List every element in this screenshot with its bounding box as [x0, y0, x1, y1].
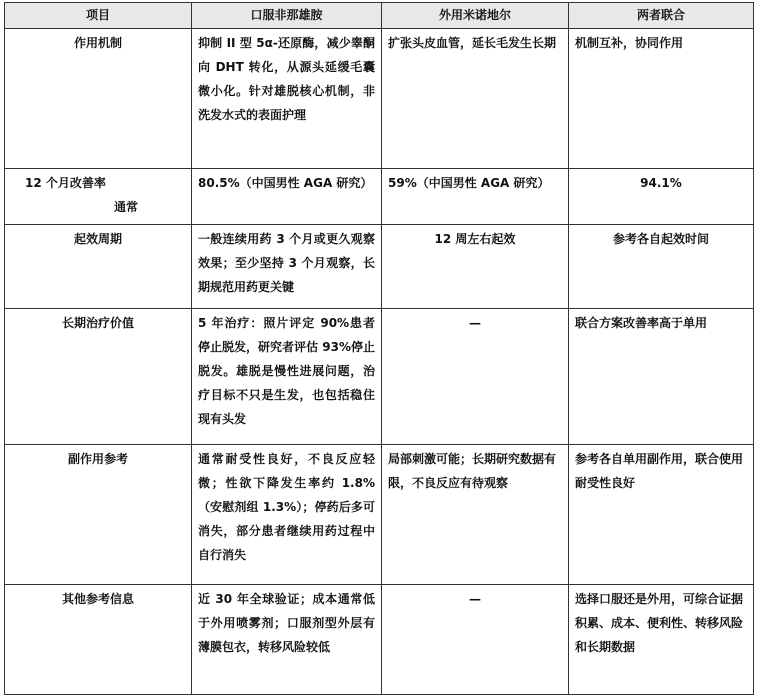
row-label-onset-period: 起效周期 [5, 225, 192, 309]
cell-oral-side-effects: 通常耐受性良好，不良反应轻微；性欲下降发生率约 1.8%（安慰剂组 1.3%）；停药后多可消失，部分患者继续用药过程中自行消失 [192, 445, 382, 585]
cell-combined-long-term-value: 联合方案改善率高于单用 [569, 309, 754, 445]
header-item: 项目 [5, 3, 192, 29]
cell-topical-long-term-value: — [382, 309, 569, 445]
table-row [5, 225, 754, 309]
cell-oral-mechanism: 抑制 II 型 5α-还原酶，减少睾酮向 DHT 转化，从源头延缓毛囊微小化。针对雄脱核心机制，非洗发水式的表面护理 [192, 29, 382, 169]
row-label-improvement-rate-main: 12 个月改善率 [25, 176, 106, 190]
comparison-table [4, 2, 754, 695]
cell-combined-improvement-rate: 94.1% [569, 169, 754, 225]
table-row [5, 169, 754, 225]
row-label-side-effects: 副作用参考 [5, 445, 192, 585]
cell-topical-improvement-rate: 59%（中国男性 AGA 研究） [382, 169, 569, 225]
cell-topical-other-info: — [382, 585, 569, 695]
row-label-improvement-rate-sub: 通常 [113, 200, 138, 214]
cell-combined-side-effects: 参考各自单用副作用，联合使用耐受性良好 [569, 445, 754, 585]
row-label-mechanism: 作用机制 [5, 29, 192, 169]
cell-combined-onset-period: 参考各自起效时间 [569, 225, 754, 309]
cell-topical-mechanism: 扩张头皮血管，延长毛发生长期 [382, 29, 569, 169]
cell-oral-onset-period: 一般连续用药 3 个月或更久观察效果；至少坚持 3 个月观察，长期规范用药更关键 [192, 225, 382, 309]
header-combined: 两者联合 [569, 3, 754, 29]
cell-combined-mechanism: 机制互补，协同作用 [569, 29, 754, 169]
cell-oral-improvement-rate: 80.5%（中国男性 AGA 研究） [192, 169, 382, 225]
cell-oral-long-term-value: 5 年治疗：照片评定 90%患者停止脱发，研究者评估 93%停止脱发。雄脱是慢性进展问题，治疗目标不只是生发，也包括稳住现有头发 [192, 309, 382, 445]
table-row [5, 29, 754, 169]
header-topical-minoxidil: 外用米诺地尔 [382, 3, 569, 29]
cell-topical-onset-period: 12 周左右起效 [382, 225, 569, 309]
table-row [5, 445, 754, 585]
header-oral-finasteride: 口服非那雄胺 [192, 3, 382, 29]
cell-topical-side-effects: 局部刺激可能；长期研究数据有限，不良反应有待观察 [382, 445, 569, 585]
cell-oral-other-info: 近 30 年全球验证；成本通常低于外用喷雾剂；口服剂型外层有薄膜包衣，转移风险较低 [192, 585, 382, 695]
row-label-improvement-rate [5, 169, 192, 225]
cell-combined-other-info: 选择口服还是外用，可综合证据积累、成本、便利性、转移风险和长期数据 [569, 585, 754, 695]
row-label-long-term-value: 长期治疗价值 [5, 309, 192, 445]
table-header-row [5, 3, 754, 29]
table-row [5, 585, 754, 695]
row-label-other-info: 其他参考信息 [5, 585, 192, 695]
table-row [5, 309, 754, 445]
